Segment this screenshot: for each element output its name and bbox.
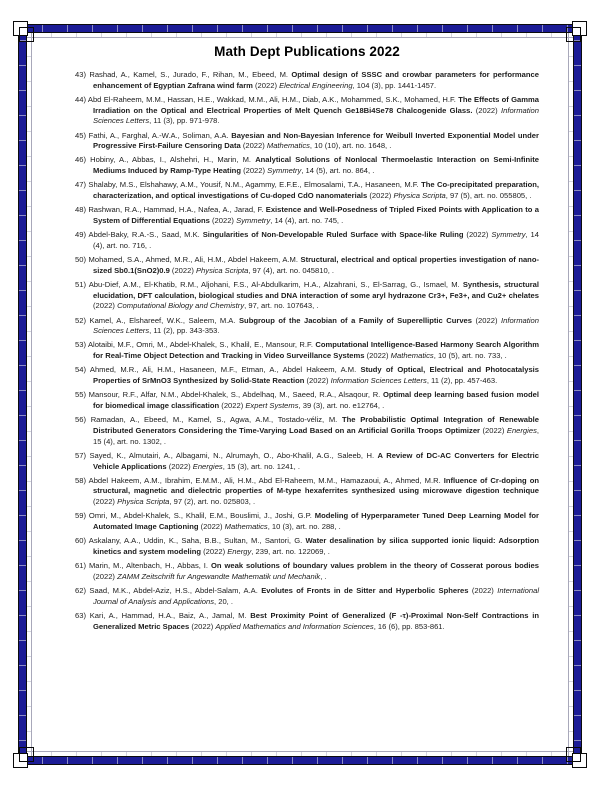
publication-entry [75, 280, 539, 312]
publication-entry [75, 316, 539, 337]
entry-year: (2022) [475, 105, 501, 115]
entry-pagination: , 11 (2), pp. 457-463. [426, 376, 498, 386]
entry-number: 54) [75, 365, 90, 375]
entry-title: Computational Intelligence-Based Harmony Search Algorithm for Real-Time Object Detection and Tracking in Video Surveillance Systems [93, 340, 539, 361]
publication-entry [75, 476, 539, 508]
entry-title: Structural, electrical and optical properties investigation of nano-sized Sb0.1(SnO2)0.9 [93, 255, 539, 275]
entry-year: (2022) [93, 497, 118, 507]
entry-journal: Energy [227, 546, 252, 556]
publication-entry [75, 340, 539, 361]
entry-pagination: , 97, art. no. 107643, . [244, 301, 319, 311]
entry-title: Existence and Well-Posedness of Tripled Fixed Points with Application to a System of Differential Equations [93, 205, 539, 225]
entry-pagination: , 10 (10), art. no. 1648, . [309, 141, 392, 151]
border-rail-left [27, 33, 32, 756]
entry-year: (2022) [93, 301, 118, 311]
publication-entry [75, 611, 539, 632]
border-rail-top [27, 33, 573, 38]
entry-journal: Physica Scripta [393, 191, 446, 201]
entry-year: (2022) [255, 80, 280, 90]
border-band-right [573, 24, 582, 765]
entry-title: Influence of Cr-doping on structural, magnetic and dielectric properties of M-type hexaferrites synthesized using microwave digestion technique [93, 475, 539, 496]
entry-authors: Mohamed, S.A., Ahmed, M.R., Ali, H.M., Abdel Hakeem, A.M. [88, 255, 301, 265]
publication-entry [75, 180, 539, 201]
corner-square-icon [19, 747, 34, 762]
page-title: Math Dept Publications 2022 [214, 44, 400, 59]
entry-pagination: , 39 (3), art. no. e12764, . [298, 400, 385, 410]
entry-pagination: , 97 (4), art. no. 045810, . [248, 265, 335, 275]
entry-authors: Alotaibi, M.F., Omri, M., Abdel-Khalek, S., Khalil, E., Mansour, R.F. [87, 340, 316, 350]
entry-pagination: , 20, . [214, 596, 234, 606]
entry-year: (2022) [212, 215, 237, 225]
border-band-top [18, 24, 582, 33]
entry-authors: Kamel, A., Elshareef, W.K., Saleem, M.A. [89, 315, 239, 325]
entry-authors: Askalany, A.A., Uddin, K., Saha, B.B., Sultan, M., Santori, G. [88, 536, 306, 546]
entry-number: 45) [75, 130, 89, 140]
entry-pagination: , 14 (4), art. no. 716, . [93, 230, 540, 250]
entry-number: 63) [75, 610, 90, 620]
entry-authors: Abd El-Raheem, M.M., Hassan, H.E., Wakkad, M.M., Ali, H.M., Diab, A.K., Mohammed, S.K., Mohamed, H.F. [87, 94, 459, 104]
entry-pagination: , 97 (2), art. no. 025803, . [169, 497, 256, 507]
entry-year: (2022) [93, 571, 118, 581]
entry-number: 57) [75, 450, 90, 460]
entry-number: 53) [75, 340, 88, 350]
entry-title: Water desalination by silica supported ionic liquid: Adsorption kinetics and system modeling [93, 536, 539, 556]
entry-journal: Energies [506, 425, 537, 435]
entry-title: A Review of DC-AC Converters for Electric Vehicle Applications [93, 450, 540, 471]
entry-number: 52) [75, 315, 90, 325]
entry-pagination: , 11 (2), pp. 343-353. [149, 326, 220, 336]
entry-title: Optimal design of SSSC and crowbar parameters for performance enhancement of Egyptian Zafrana wind farm [93, 70, 539, 90]
entry-journal: Expert Systems [245, 400, 299, 410]
entry-year: (2022) [200, 522, 225, 532]
entry-title: Subgroup of the Jacobian of a Family of Superelliptic Curves [238, 315, 476, 325]
page-content [75, 44, 539, 636]
entry-journal: Electrical Engineering [279, 80, 353, 90]
entry-journal: Symmetry [491, 230, 526, 240]
entry-journal: ZAMM Zeitschrift fur Angewandte Mathematik und Mechanik [117, 571, 321, 581]
entry-authors: Rashwan, R.A., Hammad, H.A., Nafea, A., Jarad, F. [88, 205, 266, 215]
entry-journal: Information Sciences Letters [93, 105, 539, 126]
entry-year: (2022) [475, 315, 501, 325]
entry-authors: Abdel-Baky, R.A.-S., Saad, M.K. [88, 230, 203, 240]
entry-authors: Marin, M., Altenbach, H., Abbas, I. [88, 561, 211, 571]
corner-square-icon [19, 27, 34, 42]
entry-title: On weak solutions of boundary values problem in the theory of Cosserat porous bodies [211, 561, 539, 571]
publication-entry [75, 511, 539, 532]
entry-title: Analytical Solutions of Nonlocal Thermoelastic Interaction on Semi-Infinite Mediums Induced by Ramp-Type Heating [93, 155, 539, 176]
entry-year: (2022) [191, 621, 216, 631]
publication-entry [75, 561, 539, 582]
publication-entry [75, 365, 539, 386]
publication-entry [75, 255, 539, 276]
entry-number: 46) [75, 155, 91, 165]
entry-title: Evolutes of Fronts in de Sitter and Hyperbolic Spheres [261, 586, 472, 596]
entry-year: (2022) [466, 230, 492, 240]
entry-number: 55) [75, 390, 89, 400]
entry-pagination: , 10 (5), art. no. 733, . [433, 351, 507, 361]
entry-year: (2022) [243, 166, 268, 176]
entry-pagination: , . [320, 571, 327, 581]
publication-entry [75, 536, 539, 557]
publication-entry [75, 131, 539, 152]
entry-year: (2022) [369, 191, 394, 201]
border-band-bottom [18, 756, 582, 765]
entry-year: (2022) [471, 586, 498, 596]
entry-pagination: , 15 (4), art. no. 1302, . [93, 425, 539, 446]
entry-journal: Information Sciences Letters [93, 315, 539, 336]
entry-title: The Effects of Gamma Irradiation on the Optical and Electrical Properties of Melt Quench Ge18Bi4Se78 Chalcogenide Glass. [93, 94, 539, 115]
entry-authors: Ramadan, A., Ebeed, M., Kamel, S., Agwa, A.M., Tostado-véliz, M. [90, 415, 342, 425]
entry-year: (2022) [221, 400, 246, 410]
entry-authors: Sayed, K., Almutairi, A., Albagami, N., Alrumayh, O., Abo-Khalil, A.G., Saleeb, H. [89, 450, 378, 460]
corner-square-icon [566, 27, 581, 42]
entry-title: The Probabilistic Optimal Integration of Renewable Distributed Generators Considering the Time-Varying Load Based on an Artificial Gorilla Troops Optimizer [93, 415, 539, 435]
entry-title: Singularities of Non-Developable Ruled Surface with Space-like Ruling [202, 230, 467, 240]
publication-entry [75, 390, 539, 411]
entry-pagination: , 15 (3), art. no. 1241, . [222, 461, 300, 471]
entry-authors: Shalaby, M.S., Elshahawy, A.M., Yousif, N.M., Agammy, E.F.E., Elmosalami, T.A., Hasaneen, M.F. [88, 180, 422, 190]
entry-number: 56) [75, 415, 91, 425]
entry-journal: Energies [192, 461, 223, 471]
publication-entry [75, 415, 539, 447]
entry-year: (2022) [366, 351, 391, 361]
entry-journal: Symmetry [236, 215, 271, 225]
entry-title: Modeling of Hyperparameter Tuned Deep Learning Model for Automated Image Captioning [93, 511, 539, 532]
entry-authors: Rashad, A., Kamel, S., Jurado, F., Rihan, M., Ebeed, M. [89, 70, 292, 79]
entry-year: (2022) [306, 376, 331, 386]
entry-authors: Mansour, R.F., Alfar, N.M., Abdel-Khalek, S., Abdelhaq, M., Saeed, R.A., Alsaqour, R. [88, 390, 383, 400]
entry-number: 44) [75, 94, 88, 104]
entry-number: 50) [75, 255, 89, 265]
publication-entry [75, 205, 539, 226]
publication-entry [75, 155, 539, 176]
entry-year: (2022) [482, 425, 507, 435]
entry-authors: Abu-Dief, A.M., El-Khatib, R.M., Aljohani, F.S., Al-Abdulkarim, H.A., Alzahrani, S., El-Sarrag, G., Ismael, M. [88, 279, 463, 289]
publication-entry [75, 451, 539, 472]
entry-title: Synthesis, structural elucidation, DFT calculation, biological studies and DNA interaction of some aryl hydrazone Cr3+, Fe3+, and Cu2+ chelates [93, 279, 539, 300]
entry-authors: Saad, M.K., Abdel-Aziz, H.S., Abdel-Salam, A.A. [89, 586, 262, 596]
entry-pagination: , 14 (5), art. no. 864, . [301, 166, 375, 176]
entry-journal: Physica Scripta [117, 497, 170, 507]
entry-year: (2022) [168, 461, 193, 471]
entry-pagination: , 10 (3), art. no. 288, . [267, 522, 341, 532]
entry-number: 61) [75, 561, 89, 571]
entry-journal: Mathematics [390, 351, 434, 361]
entry-pagination: , 104 (3), pp. 1441-1457. [352, 80, 437, 90]
entry-pagination: , 97 (5), art. no. 055805, . [445, 191, 532, 201]
entry-journal: Applied Mathematics and Information Sciences [215, 621, 374, 631]
entry-year: (2022) [242, 141, 267, 151]
entry-title: The Co-precipitated preparation, characterization, and optical investigations of Cu-doped CdO nanomaterials [93, 180, 539, 201]
entry-journal: Mathematics [224, 522, 268, 532]
entry-number: 60) [75, 536, 89, 546]
entry-authors: Hobiny, A., Abbas, I., Alshehri, H., Marin, M. [90, 155, 256, 165]
entry-number: 49) [75, 230, 89, 240]
border-band-left [18, 24, 27, 765]
entry-pagination: , 11 (3), pp. 971-978. [149, 116, 220, 126]
entry-number: 59) [75, 511, 89, 521]
entry-title: Best Proximity Point of Generalized (F -τ)-Proximal Non-Self Contractions in Generalized Metric Spaces [93, 610, 539, 631]
entry-number: 43) [75, 70, 90, 79]
entry-authors: Fathi, A., Farghal, A.-W.A., Soliman, A.A. [88, 130, 232, 140]
entry-pagination: , 14 (4), art. no. 745, . [270, 215, 344, 225]
entry-authors: Ahmed, M.R., Ali, H.M., Hasaneen, M.F., Etman, A., Abdel Hakeem, A.M. [89, 365, 361, 375]
entry-journal: Computational Biology and Chemistry [117, 301, 245, 311]
entry-authors: Abdel Hakeem, A.M., Ibrahim, E.M.M., Ali, H.M., Abd El-Raheem, M.M., Hamazaoui, A., Ahmed, M.R. [88, 475, 444, 485]
entry-number: 62) [75, 586, 90, 596]
entry-title: Study of Optical, Electrical and Photocatalysis Properties of SrMnO3 Synthesized by Solid-State Reaction [93, 365, 540, 386]
entry-pagination: , 16 (6), pp. 853-861. [373, 621, 445, 631]
publication-entry [75, 230, 539, 251]
entry-number: 48) [75, 205, 89, 215]
entry-year: (2022) [203, 546, 228, 556]
publication-entry [75, 70, 539, 91]
entry-journal: Information Sciences Letters [330, 376, 427, 386]
publication-entry [75, 586, 539, 607]
publication-entry [75, 95, 539, 127]
entry-year: (2022) [171, 265, 196, 275]
entry-pagination: , 239, art. no. 122069, . [251, 546, 330, 556]
entry-number: 51) [75, 279, 89, 289]
entry-title: Optimal deep learning based fusion model for biomedical image classification [93, 390, 539, 410]
entry-authors: Omri, M., Abdel-Khalek, S., Khalil, E.M., Bouslimi, J., Joshi, G.P. [88, 511, 315, 521]
publication-list [75, 70, 539, 632]
entry-authors: Kari, A., Hammad, H.A., Baiz, A., Jamal, M. [89, 610, 251, 620]
entry-title: Bayesian and Non-Bayesian Inference for Weibull Inverted Exponential Model under Progressive First-Failure Censoring Data [93, 130, 539, 151]
entry-journal: International Journal of Analysis and Applications [93, 586, 540, 606]
entry-journal: Mathematics [266, 141, 310, 151]
entry-journal: Physica Scripta [195, 265, 249, 275]
entry-number: 47) [75, 180, 89, 190]
entry-journal: Symmetry [267, 166, 302, 176]
corner-square-icon [566, 747, 581, 762]
entry-number: 58) [75, 475, 89, 485]
